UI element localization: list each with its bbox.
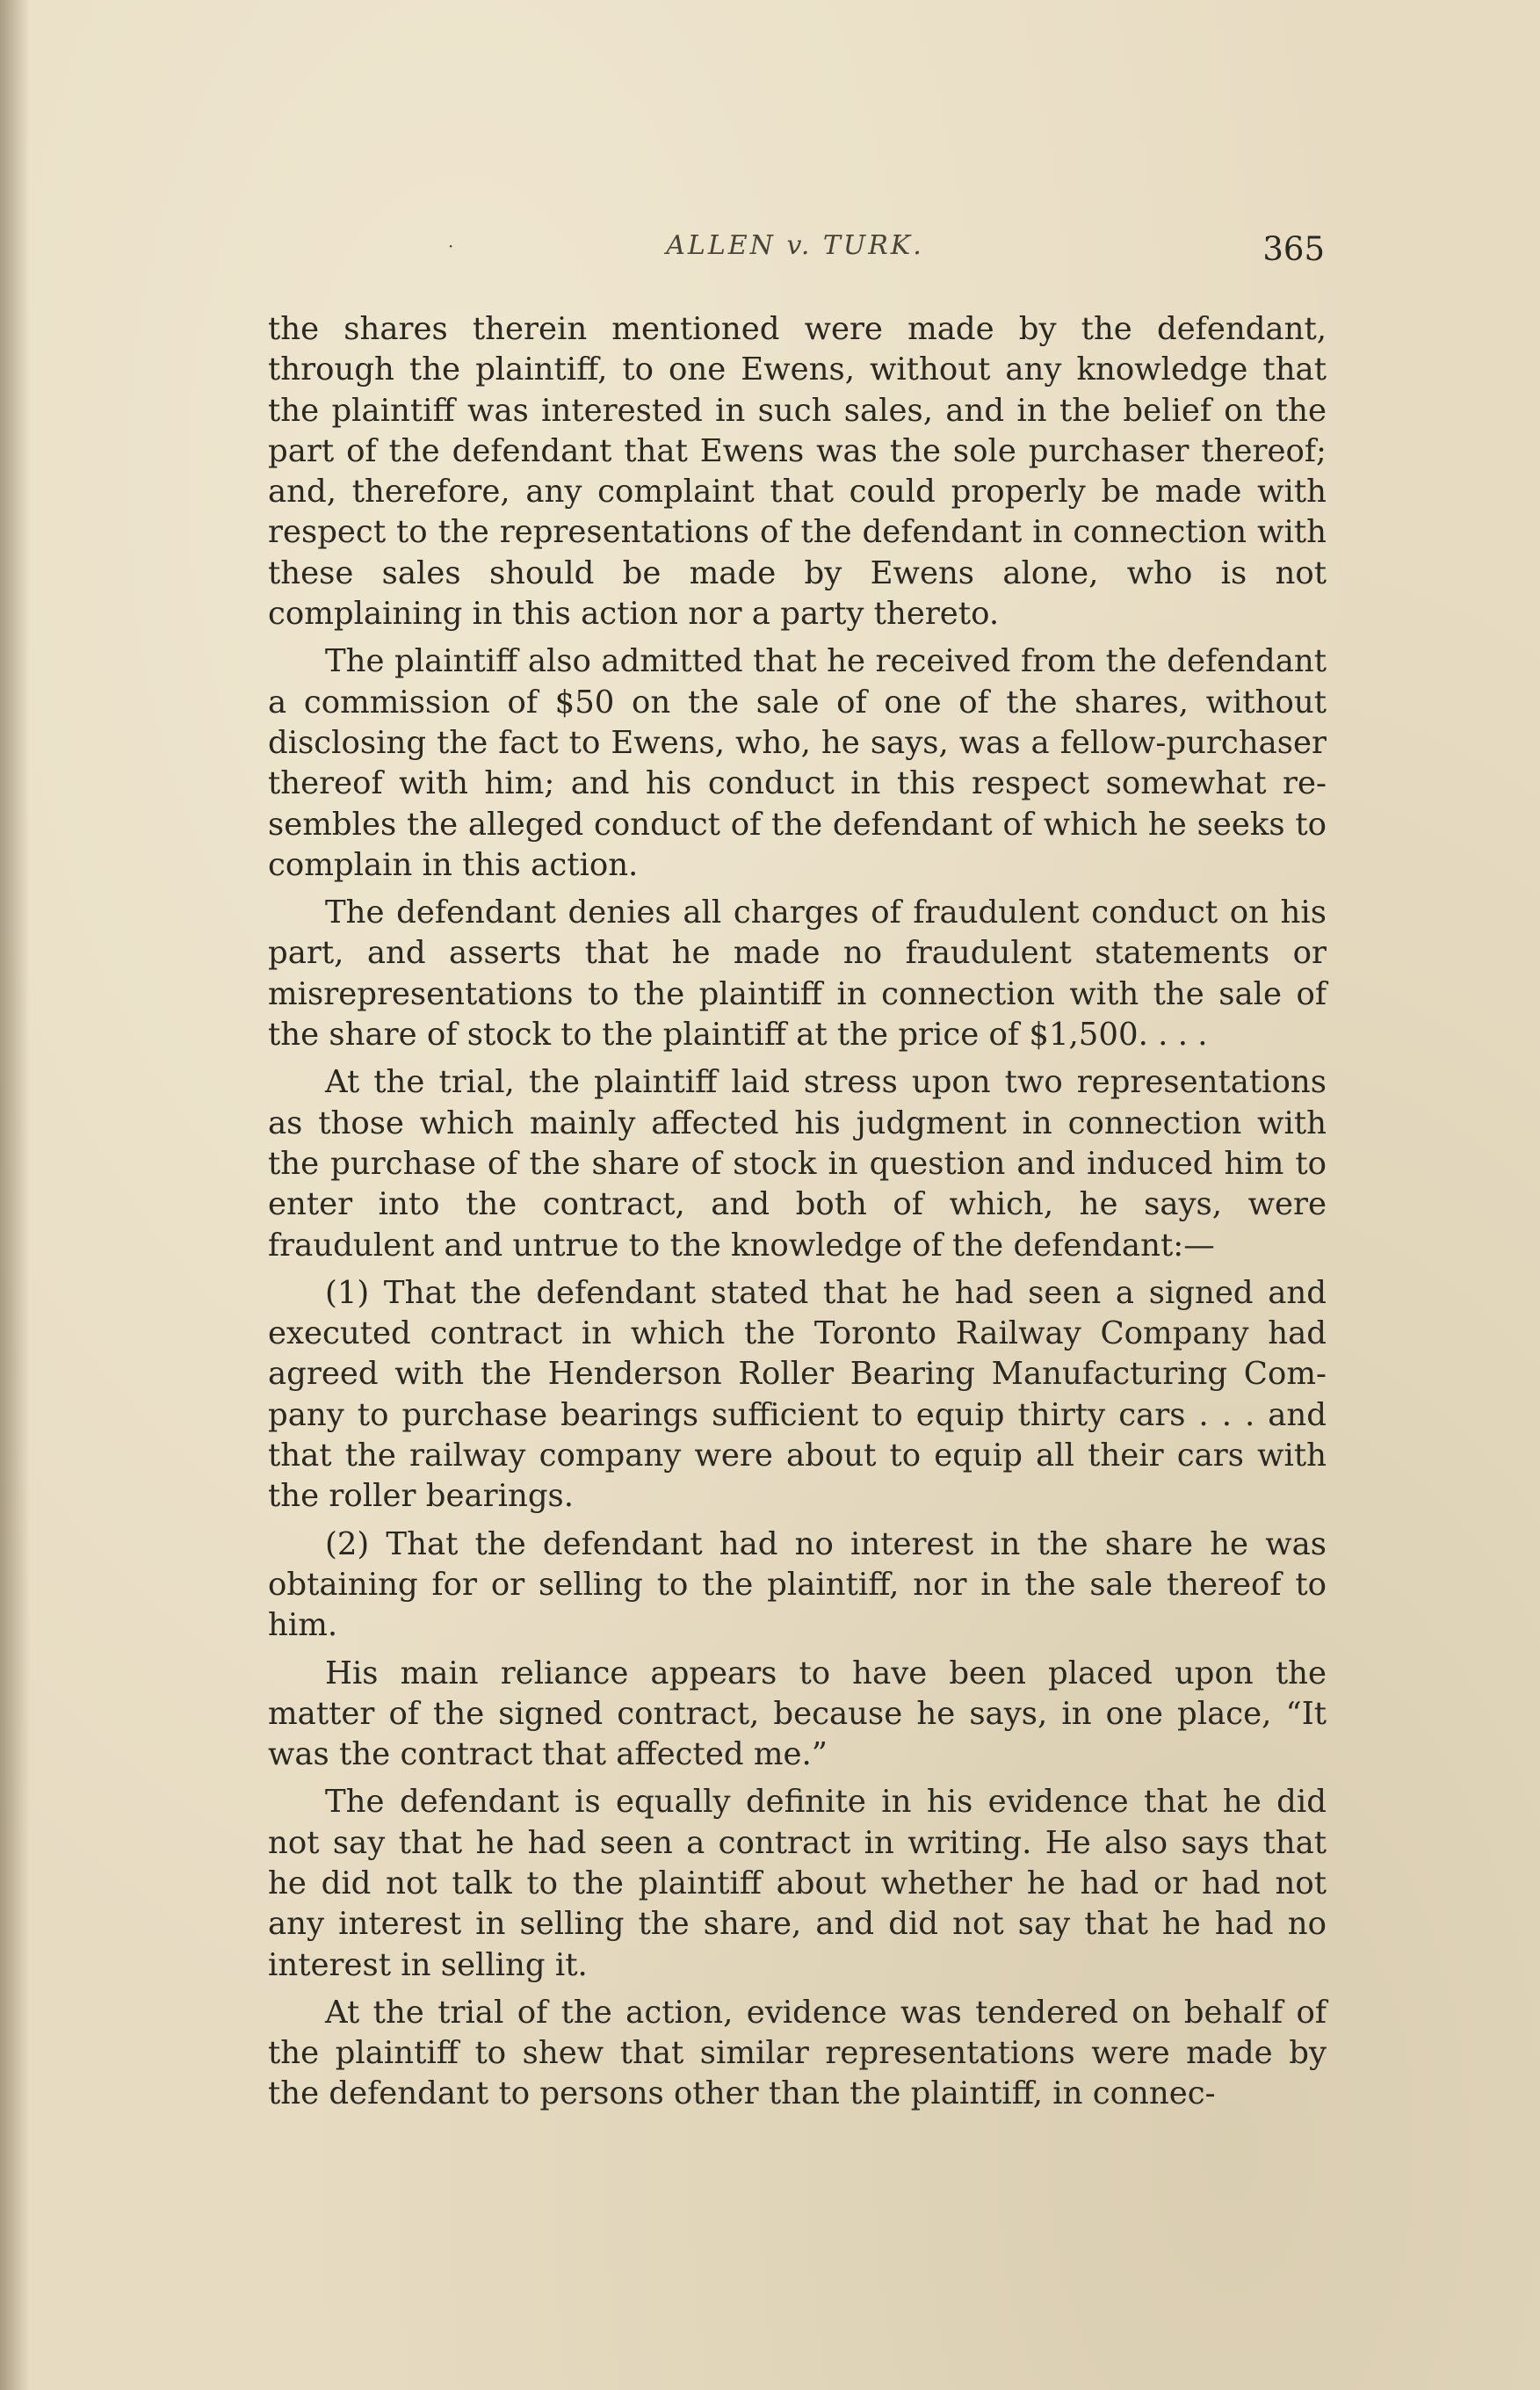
running-head — [264, 230, 1327, 274]
page-number: 365 — [1262, 230, 1325, 268]
paragraph-representation-1: (1) That the defendant stated that he had seen a signed and executed contract in which the Toronto Railway Company had agreed with the Henderson Roller Bearing Manufacturing Company to purchase bearings sufficient to equip thirty cars . . . and that the railway company were about to equip all their cars with the roller bearings. — [268, 1274, 1327, 1515]
paragraph: His main reliance appears to have been placed upon the matter of the signed contract, because he says, in one place, “It was the contract that affected me.” — [268, 1655, 1327, 1773]
stray-mark: · — [448, 235, 454, 257]
paragraph: The plaintiff also admitted that he received from the defendant a commission of $50 on the sale of one of the shares, without disclosing the fact to Ewens, who, he says, was a fellow-purchaser thereof with him; and his conduct in this respect somewhat resembles the alleged conduct of the defendant of which he seeks to complain in this action. — [268, 643, 1327, 883]
paragraph: At the trial, the plaintiff laid stress upon two representations as those which mainly affected his judgment in connection with the purchase of the share of stock in question and induced him to enter into the contract, and both of which, he says, were fraudulent and untrue to the knowledge of the defendant:— — [268, 1064, 1327, 1264]
paragraph-continuation: the shares therein mentioned were made by the defendant, through the plaintiff, to one Ewens, without any knowledge that the plaintiff was interested in such sales, and in the belief on the part of the defendant that Ewens was the sole purchaser thereof; and, therefore, any complaint that could properly be made with respect to the representations of the defendant in connection with these sales should be made by Ewens alone, who is not complaining in this action nor a party thereto. — [268, 311, 1327, 633]
paragraph-representation-2: (2) That the defendant had no interest in the share he was obtaining for or selling to the plaintiff, nor in the sale thereof to him. — [268, 1525, 1327, 1644]
running-title: ALLEN v. TURK. — [666, 230, 924, 261]
paragraph: The defendant is equally definite in his evidence that he did not say that he had seen a contract in writing. He also says that he did not talk to the plaintiff about whether he had or had not any interest in selling the share, and did not say that he had no interest in selling it. — [268, 1784, 1327, 1983]
binding-shadow — [0, 0, 30, 2390]
paragraph: At the trial of the action, evidence was tendered on behalf of the plaintiff to shew that similar representations were made by the defendant to persons other than the plaintiff, in connec- — [268, 1994, 1327, 2112]
paragraph: The defendant denies all charges of fraudulent conduct on his part, and asserts that he made no fraudulent statements or misrepresentations to the plaintiff in connection with the sale of the share of stock to the plaintiff at the price of $1,500. . . . — [268, 894, 1327, 1054]
body-text — [268, 309, 1327, 2122]
